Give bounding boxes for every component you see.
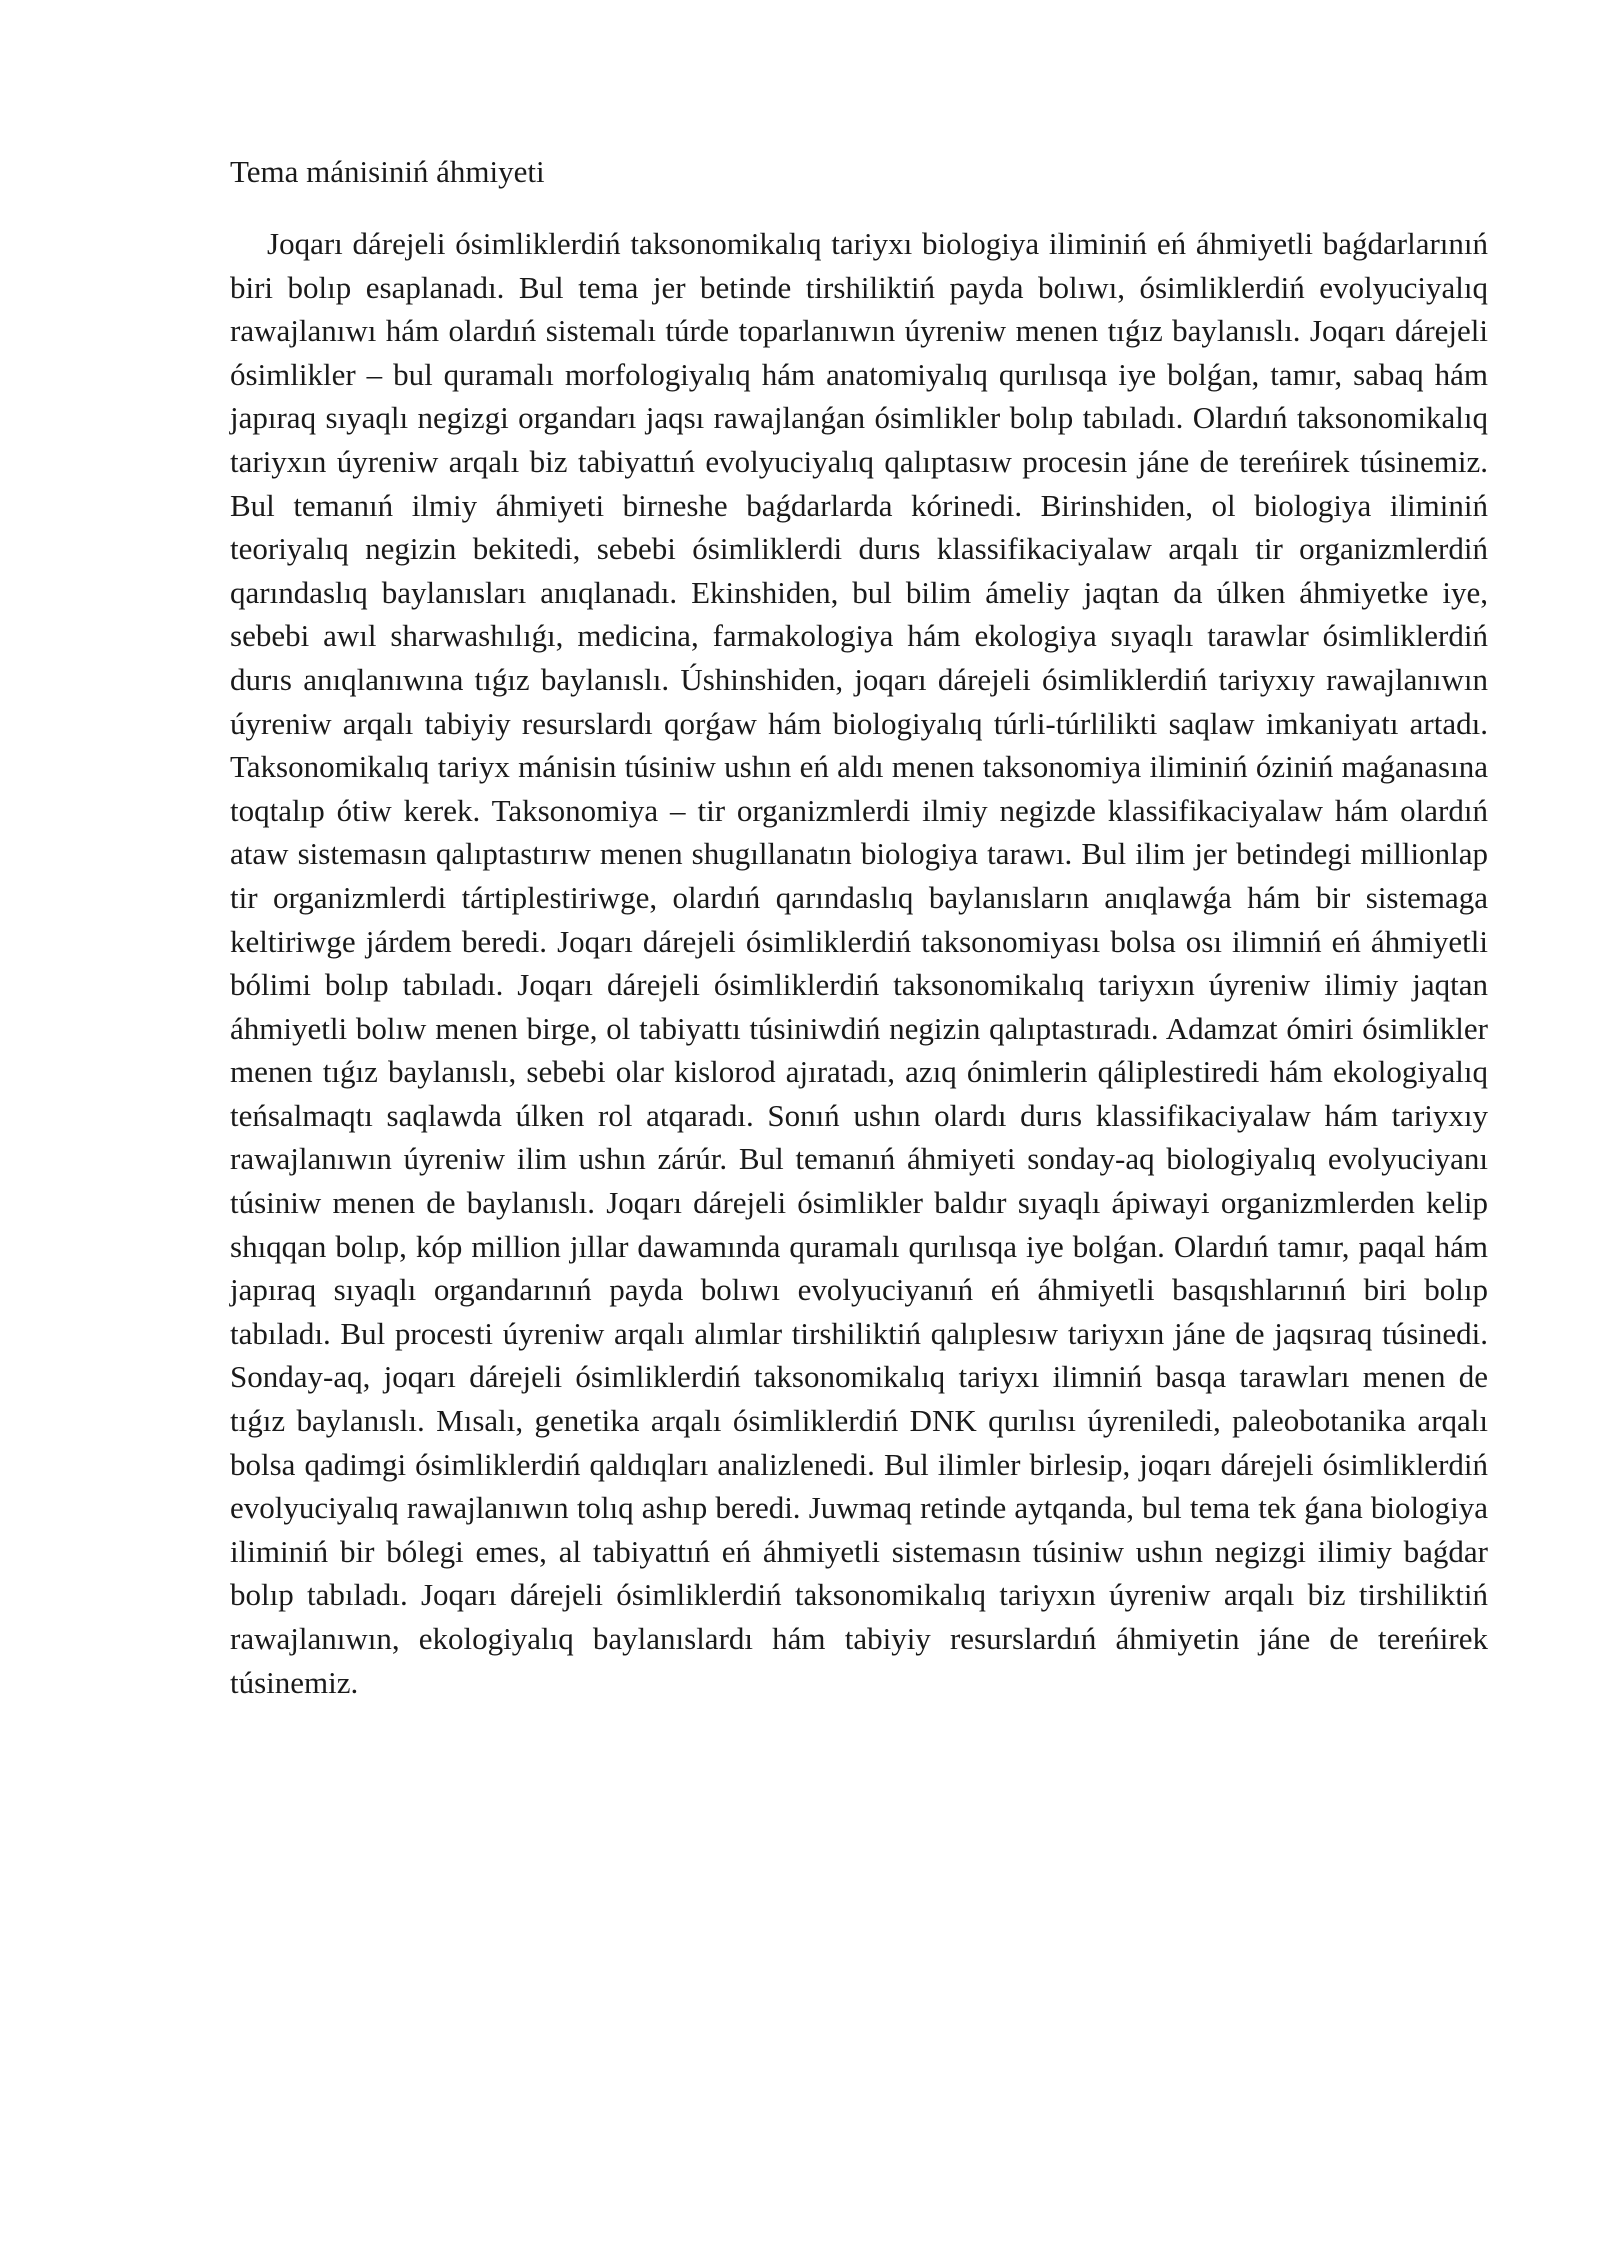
document-title: Tema mánisiniń áhmiyeti (230, 154, 545, 189)
body-paragraph: Joqarı dárejeli ósimliklerdiń taksonomikalıq tariyxı biologiya iliminiń eń áhmiyetli baǵdarlarınıń biri bolıp esaplanadı. Bul tema jer betinde tirshiliktiń payda bolıwı, ósimliklerdiń evolyuciyalıq rawajlanıwı hám olardıń sistemalı túrde toparlanıwın úyreniw menen tıǵız baylanıslı. Joqarı dárejeli ósimlikler – bul quramalı morfologiyalıq hám anatomiyalıq qurılısqa iye bolǵan, tamır, sabaq hám japıraq sıyaqlı negizgi organdarı jaqsı rawajlanǵan ósimlikler bolıp tabıladı. Olardıń taksonomikalıq tariyxın úyreniw arqalı biz tabiyattıń evolyuciyalıq qalıptasıw procesin jáne de tereńirek túsinemiz. Bul temanıń ilmiy áhmiyeti birneshe baǵdarlarda kórinedi. Birinshiden, ol biologiya iliminiń teoriyalıq negizin bekitedi, sebebi ósimliklerdi durıs klassifikaciyalaw arqalı tir organizmlerdiń qarındaslıq baylanısları anıqlanadı. Ekinshiden, bul bilim ámeliy jaqtan da úlken áhmiyetke iye, sebebi awıl sharwashılıǵı, medicina, farmakologiya hám ekologiya sıyaqlı tarawlar ósimliklerdiń durıs anıqlanıwına tıǵız baylanıslı. Úshinshiden, joqarı dárejeli ósimliklerdiń tariyxıy rawajlanıwın úyreniw arqalı tabiyiy resurslardı qorǵaw hám biologiyalıq túrli-túrlilikti saqlaw imkaniyatı artadı. Taksonomikalıq tariyx mánisin túsiniw ushın eń aldı menen taksonomiya iliminiń óziniń maǵanasına toqtalıp ótiw kerek. Taksonomiya – tir organizmlerdi ilmiy negizde klassifikaciyalaw hám olardıń ataw sistemasın qalıptastırıw menen shugıllanatın biologiya tarawı. Bul ilim jer betindegi millionlap tir organizmlerdi tártiplestiriwge, olardıń qarındaslıq baylanısların anıqlawǵa hám bir sistemaga keltiriwge járdem beredi. Joqarı dárejeli ósimliklerdiń taksonomiyası bolsa osı ilimniń eń áhmiyetli bólimi bolıp tabıladı. Joqarı dárejeli ósimliklerdiń taksonomikalıq tariyxın úyreniw ilimiy jaqtan áhmiyetli bolıw menen birge, ol tabiyattı túsiniwdiń negizin qalıptastıradı. Adamzat ómiri ósimlikler menen tıǵız baylanıslı, sebebi olar kislorod ajıratadı, azıq ónimlerin qáliplestiredi hám ekologiyalıq teńsalmaqtı saqlawda úlken rol atqaradı. Sonıń ushın olardı durıs klassifikaciyalaw hám tariyxıy rawajlanıwın úyreniw ilim ushın zárúr. Bul temanıń áhmiyeti sonday-aq biologiyalıq evolyuciyanı túsiniw menen de baylanıslı. Joqarı dárejeli ósimlikler baldır sıyaqlı ápiwayi organizmlerden kelip shıqqan bolıp, kóp million jıllar dawamında quramalı qurılısqa iye bolǵan. Olardıń tamır, paqal hám japıraq sıyaqlı organdarınıń payda bolıwı evolyuciyanıń eń áhmiyetli basqıshlarınıń biri bolıp tabıladı. Bul procesti úyreniw arqalı alımlar tirshiliktiń qalıplesıw tariyxın jáne de jaqsıraq túsinedi. Sonday-aq, joqarı dárejeli ósimliklerdiń taksonomikalıq tariyxı ilimniń basqa tarawları menen de tıǵız baylanıslı. Mısalı, genetika arqalı ósimliklerdiń DNK qurılısı úyreniledi, paleobotanika arqalı bolsa qadimgi ósimliklerdiń qaldıqları analizlenedi. Bul ilimler birlesip, joqarı dárejeli ósimliklerdiń evolyuciyalıq rawajlanıwın tolıq ashıp beredi. Juwmaq retinde aytqanda, bul tema tek ǵana biologiya iliminiń bir bólegi emes, al tabiyattıń eń áhmiyetli sistemasın túsiniw ushın negizgi ilimiy baǵdar bolıp tabıladı. Joqarı dárejeli ósimliklerdiń taksonomikalıq tariyxın úyreniw arqalı biz tirshiliktiń rawajlanıwın, ekologiyalıq baylanıslardı hám tabiyiy resurslardıń áhmiyetin jáne de tereńirek túsinemiz. (230, 226, 1488, 1700)
document-content (230, 150, 1488, 1704)
